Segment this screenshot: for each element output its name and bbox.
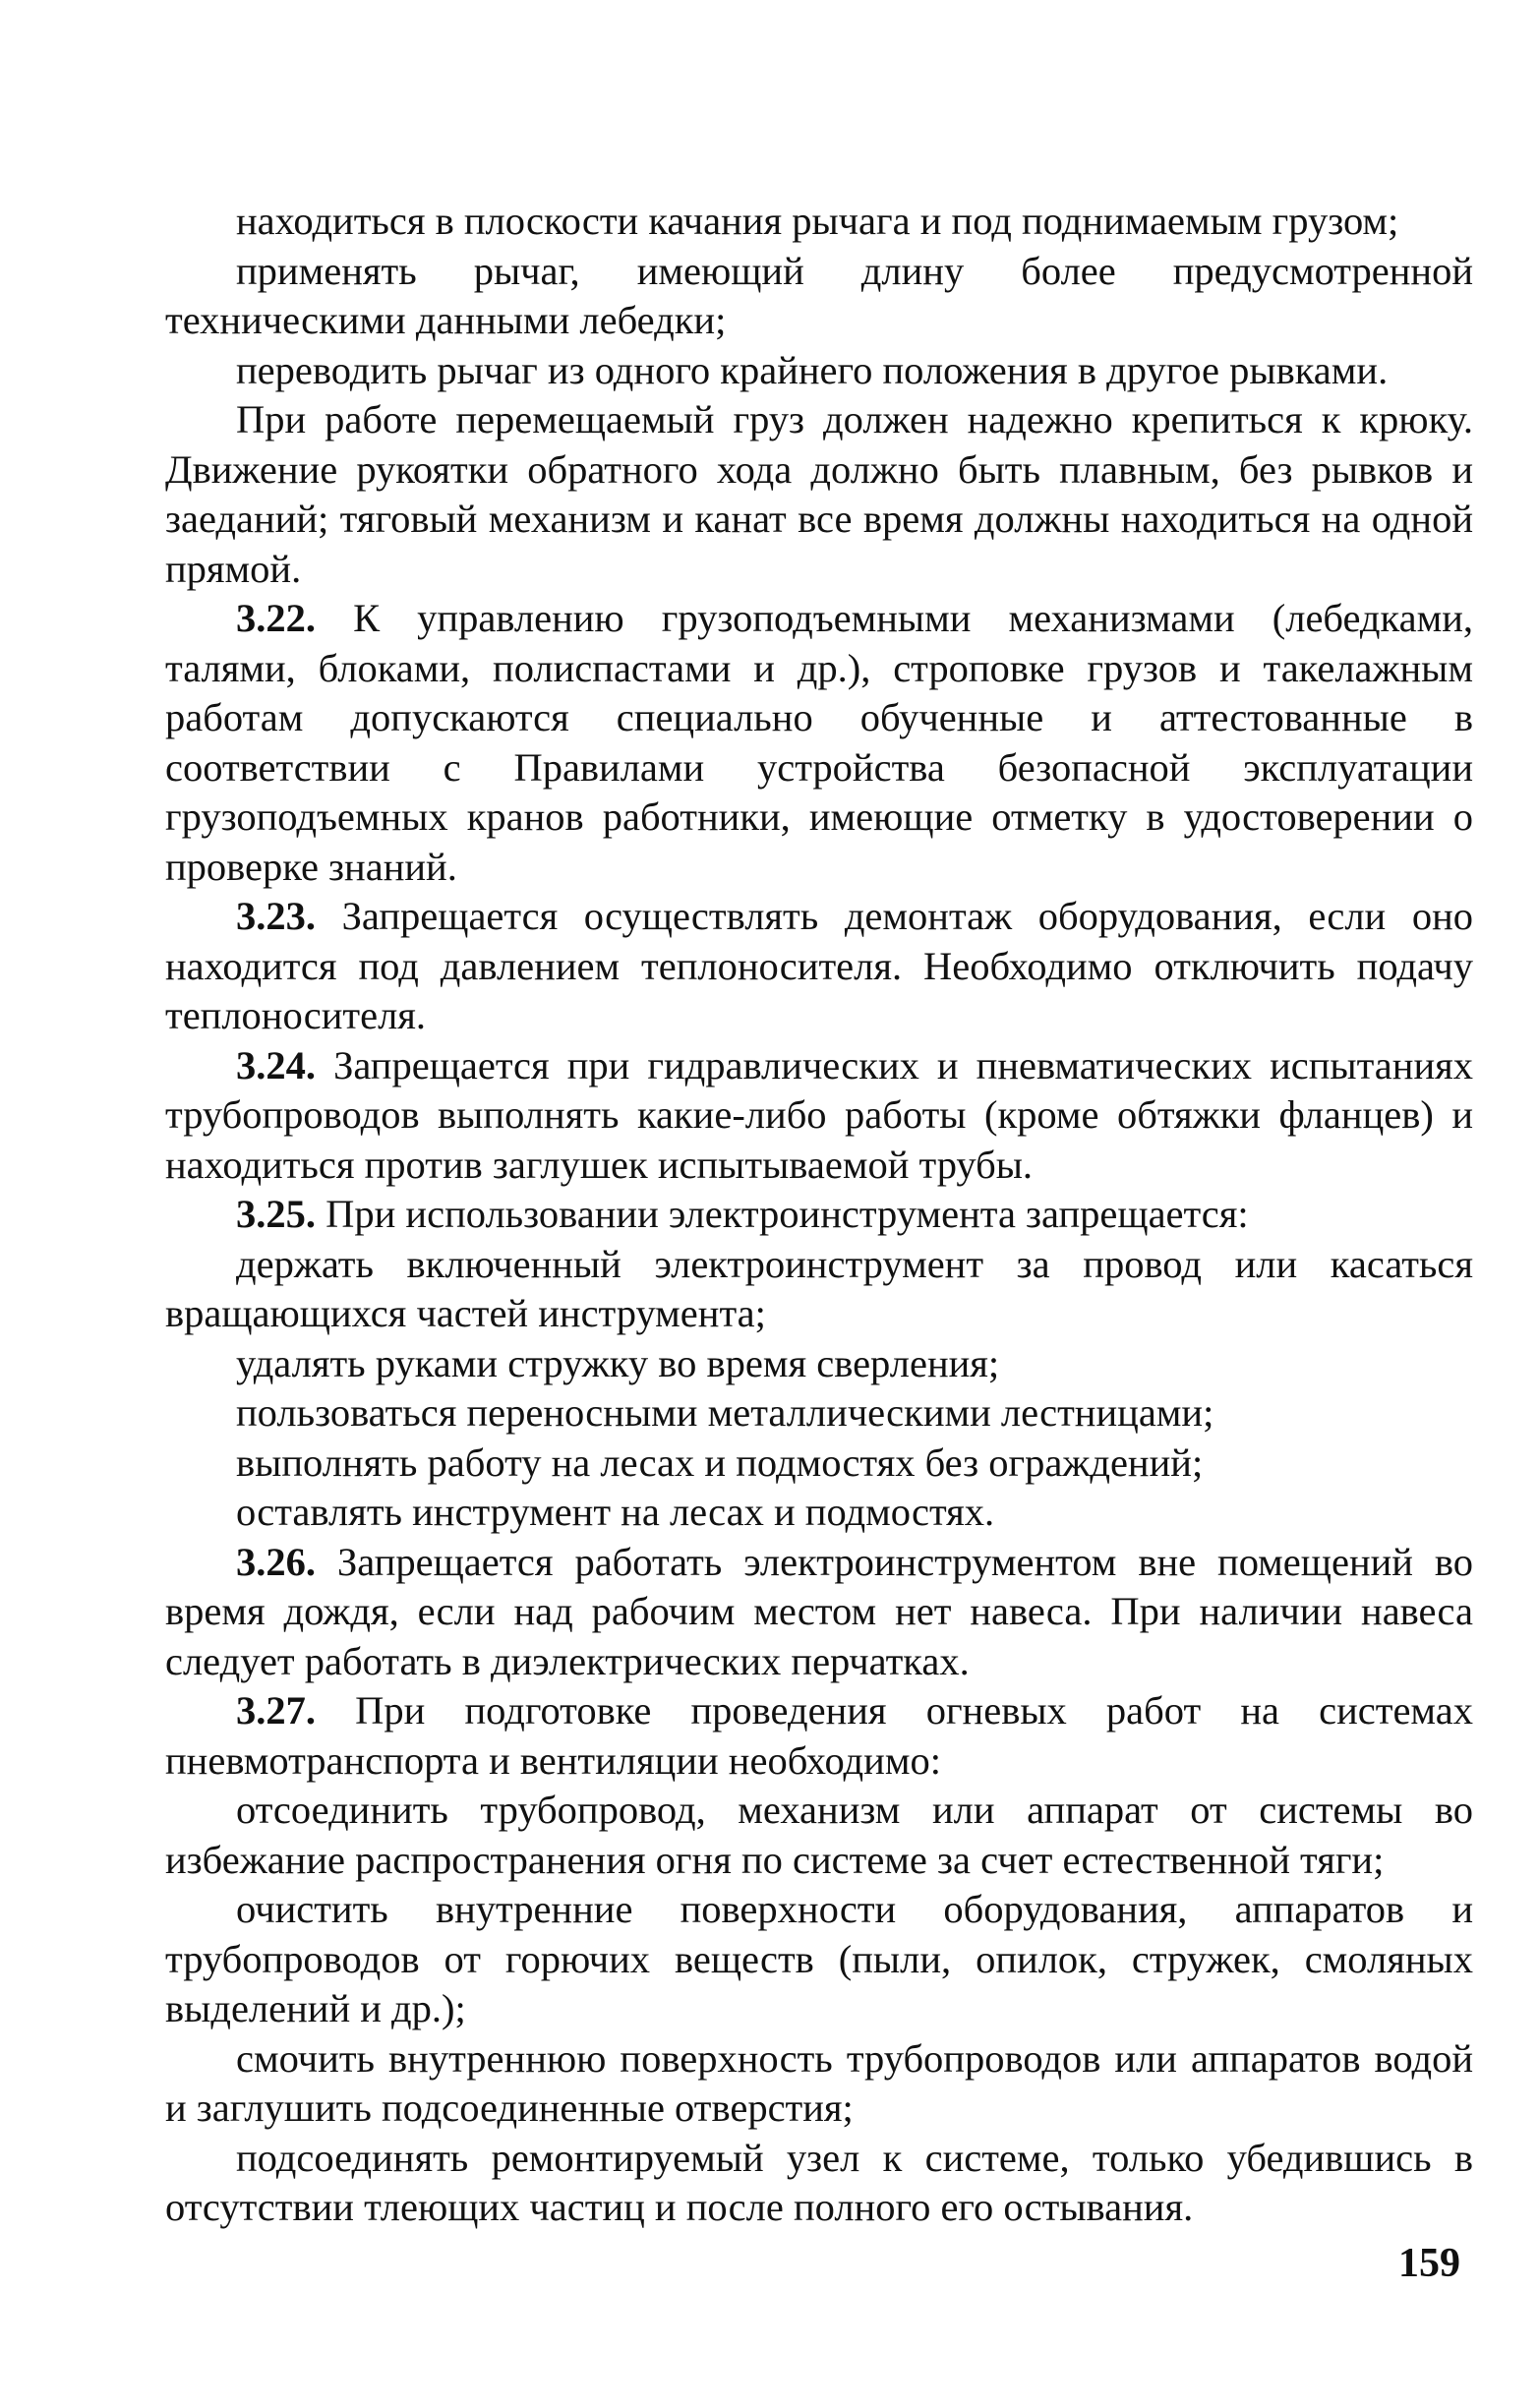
paragraph: переводить рычаг из одного крайнего положения в другое рывками. [236, 347, 1389, 392]
section-3-25: 3.25. При использовании электроинструмента запрещается: [236, 1192, 1249, 1236]
list-item: держать включенный электроинструмент за провод или касаться вращающихся частей инструмента; [165, 1241, 1473, 1335]
list-item: оставлять инструмент на лесах и подмостях. [236, 1490, 995, 1534]
page-number: 159 [1398, 2241, 1460, 2286]
list-item: смочить внутреннюю поверхность трубопроводов или аппаратов водой и заглушить подсоединенные отверстия; [165, 2035, 1473, 2130]
section-3-24: 3.24. Запрещается при гидравлических и пневматических испытаниях трубопроводов выполнять какие-либо работы (кроме обтяжки фланцев) и находиться против заглушек испытываемой трубы. [165, 1042, 1473, 1187]
section-3-22: 3.22. К управлению грузоподъемными механизмами (лебедками, талями, блоками, полиспастами и др.), строповке грузов и такелажным работам допускаются специально обученные и аттестованные в соответствии с Правилами устройства безопасной эксплуатации грузоподъемных кранов работники, имеющие отметку в удостоверении о проверке знаний. [165, 596, 1474, 889]
list-item: пользоваться переносными металлическими лестницами; [236, 1390, 1214, 1435]
list-item: отсоединить трубопровод, механизм или аппарат от системы во избежание распространения огня по системе за счет естественной тяги; [165, 1788, 1473, 1882]
paragraph: При работе перемещаемый груз должен надежно крепиться к крюку. Движение рукоятки обратного хода должно быть плавным, без рывков и заеданий; тяговый механизм и канат все время должны находиться на одной прямой. [165, 397, 1473, 591]
section-3-27: 3.27. При подготовке проведения огневых работ на системах пневмотранспорта и вентиляции необходимо: [165, 1688, 1474, 1783]
list-item: очистить внутренние поверхности оборудования, аппаратов и трубопроводов от горючих веществ (пыли, опилок, стружек, смоляных выделений и др.); [165, 1887, 1473, 2030]
section-3-23: 3.23. Запрещается осуществлять демонтаж оборудования, если оно находится под давлением теплоносителя. Необходимо отключить подачу теплоносителя. [165, 894, 1474, 1037]
paragraph: находиться в плоскости качания рычага и под поднимаемым грузом; [236, 199, 1399, 243]
list-item: удалять руками стружку во время сверления; [236, 1340, 1000, 1385]
page-body [165, 197, 1473, 2233]
list-item: подсоединять ремонтируемый узел к системе, только убедившись в отсутствии тлеющих частиц и после полного его остывания. [165, 2135, 1473, 2229]
paragraph: применять рычаг, имеющий длину более предусмотренной техническими данными лебедки; [165, 248, 1473, 342]
list-item: выполнять работу на лесах и подмостях без ограждений; [236, 1439, 1204, 1485]
section-3-26: 3.26. Запрещается работать электроинструментом вне помещений во время дождя, если над рабочим местом нет навеса. При наличии навеса следует работать в диэлектрических перчатках. [165, 1539, 1473, 1683]
